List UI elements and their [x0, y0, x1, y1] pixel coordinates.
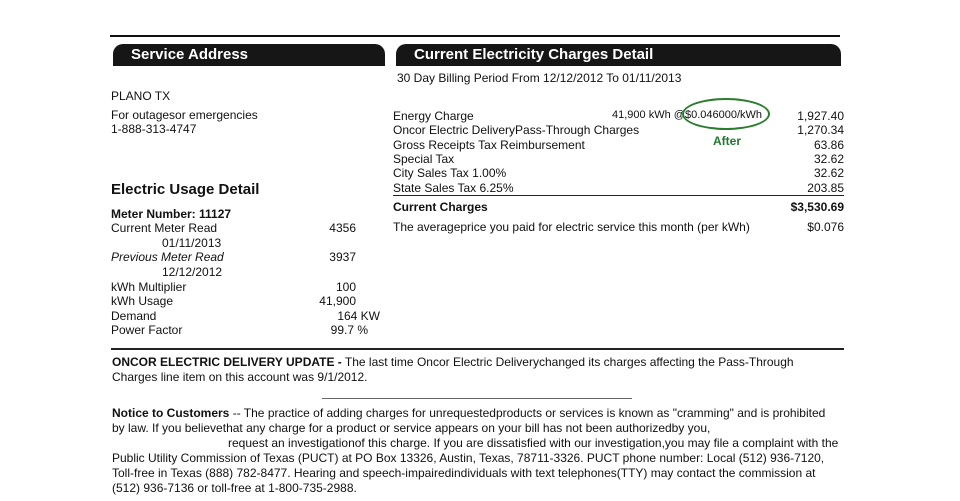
state-tax-label: State Sales Tax 6.25%	[393, 181, 514, 195]
oncor-update	[112, 355, 840, 385]
state-tax-amount: 203.85	[807, 181, 844, 195]
previous-read-label: Previous Meter Read	[111, 250, 224, 264]
energy-kwh: 41,900 kWh @	[612, 109, 685, 121]
oncor-update-heading: ONCOR ELECTRIC DELIVERY UPDATE -	[112, 355, 342, 369]
current-charges-label: Current Charges	[393, 200, 488, 214]
charges-detail-header: Current Electricity Charges Detail	[396, 44, 841, 66]
multiplier-label: kWh Multiplier	[111, 280, 187, 294]
current-read-date: 01/11/2013	[162, 236, 222, 250]
service-address-header: Service Address	[113, 44, 385, 66]
pass-through-amount: 1,270.34	[797, 123, 844, 137]
city-tax-amount: 32.62	[813, 166, 844, 180]
energy-rate: $0.046000/kWh	[685, 109, 763, 121]
special-tax-amount: 32.62	[813, 152, 844, 166]
demand-value: 164 KW	[337, 309, 380, 323]
notice-line-2: by law. If you believethat any charge for a product or service appears on your bill has not been authorizedby you,	[112, 421, 711, 435]
power-factor-value: 99.7 %	[330, 323, 368, 337]
oncor-update-text-1: The last time Oncor Electric Deliverychanged its charges affecting the Pass-Through	[341, 355, 794, 369]
outage-label: For outagesor emergencies	[111, 108, 258, 122]
notice-to-customers	[112, 406, 840, 496]
multiplier-value: 100	[335, 280, 356, 294]
gross-receipts-label: Gross Receipts Tax Reimbursement	[393, 138, 585, 152]
gross-receipts-amount: 63.86	[813, 138, 844, 152]
city-tax-label: City Sales Tax 1.00%	[393, 166, 507, 180]
charges-total-rule	[393, 195, 844, 196]
special-tax-label: Special Tax	[393, 152, 455, 166]
notice-line-5: Toll-free in Texas (888) 782-8477. Hearing and speech-impairedindividuals with text telephones(TTY) may contact the commission at	[112, 466, 816, 480]
pass-through-label: Oncor Electric DeliveryPass-Through Charges	[393, 123, 640, 137]
current-charges-amount: $3,530.69	[790, 200, 844, 214]
rate-highlight-circle	[682, 98, 770, 130]
usage-title: Electric Usage Detail	[111, 181, 260, 198]
average-price-label: The averageprice you paid for electric service this month (per kWh)	[393, 220, 750, 234]
notice-line-6: (512) 936-7136 or toll-free at 1-800-735-2988.	[112, 481, 357, 495]
service-city: PLANO TX	[111, 89, 171, 103]
kwh-usage-value: 41,900	[319, 294, 356, 308]
notice-heading: Notice to Customers	[112, 406, 230, 420]
power-factor-label: Power Factor	[111, 323, 183, 337]
outage-phone: 1-888-313-4747	[111, 122, 197, 136]
energy-charge-label: Energy Charge	[393, 109, 474, 123]
current-read-value: 4356	[329, 221, 356, 235]
section-divider	[111, 348, 844, 350]
after-annotation: After	[713, 134, 742, 148]
previous-read-value: 3937	[329, 250, 356, 264]
kwh-usage-label: kWh Usage	[111, 294, 174, 308]
billing-period: 30 Day Billing Period From 12/12/2012 To 01/11/2013	[397, 71, 682, 85]
short-divider	[322, 398, 632, 399]
notice-line-4: Public Utility Commission of Texas (PUCT) at PO Box 13326, Austin, Texas, 78711-3326. PUCT phone number: Local (512) 936-7120,	[112, 451, 825, 465]
average-price-amount: $0.076	[807, 220, 844, 234]
demand-label: Demand	[111, 309, 157, 323]
oncor-update-text-2: Charges line item on this account was 9/1/2012.	[112, 370, 368, 384]
energy-charge-amount: 1,927.40	[797, 109, 844, 123]
meter-number: Meter Number: 11127	[111, 207, 232, 221]
previous-read-date: 12/12/2012	[162, 265, 223, 279]
current-read-label: Current Meter Read	[111, 221, 218, 235]
notice-line-3: request an investigationof this charge. If you are dissatisfied with our investigation,you may file a complaint with the	[228, 436, 839, 450]
top-rule	[110, 35, 840, 37]
notice-line-1: -- The practice of adding charges for unrequestedproducts or services is known as "cramming" and is prohibited	[229, 406, 826, 420]
